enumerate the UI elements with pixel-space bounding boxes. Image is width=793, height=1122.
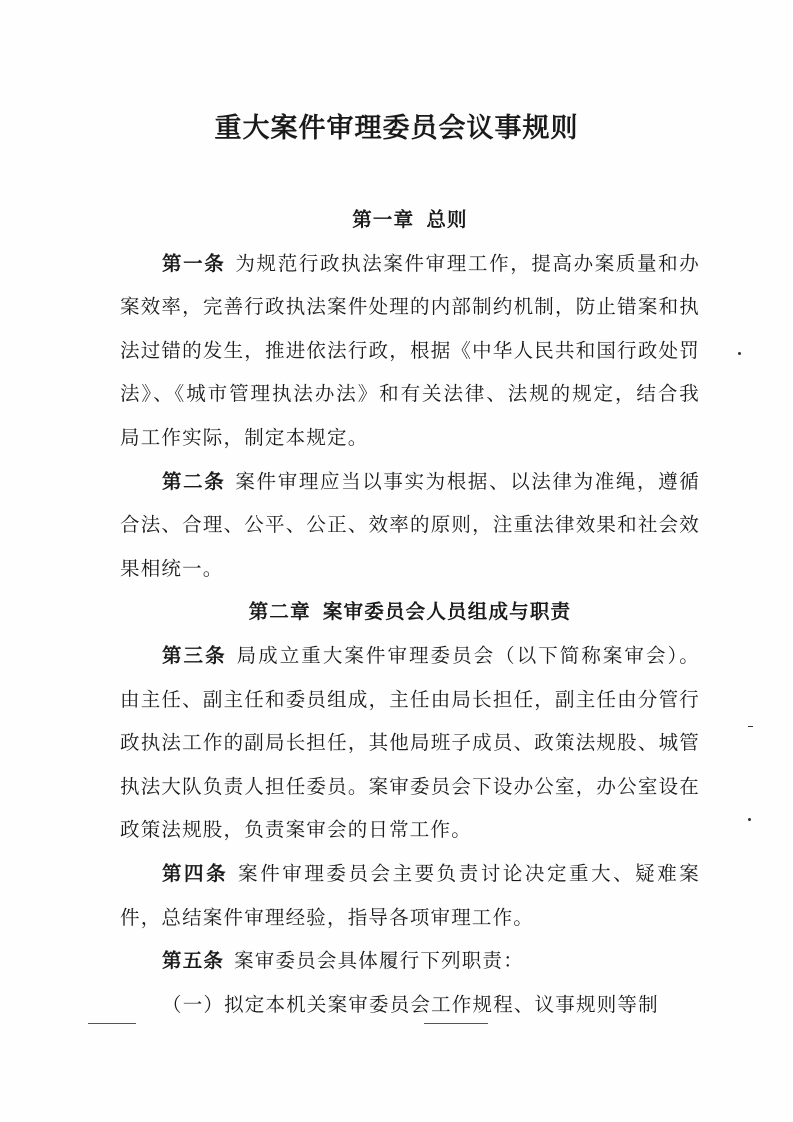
article-2 <box>120 460 700 591</box>
article-1 <box>120 242 700 460</box>
article-label: 第三条 <box>162 643 227 667</box>
scan-dot <box>748 726 753 727</box>
article-text: 局成立重大案件审理委员会（以下简称案审会）。由主任、副主任和委员组成，主任由局长担任，副主任由分管行政执法工作的副局长担任，其他局班子成员、政策法规股、城管执法大队负责人担任委员。案审委员会下设办公室，办公室设在政策法规股，负责案审会的日常工作。 <box>120 643 700 842</box>
article-text: 案件审理应当以事实为根据、以法律为准绳，遵循合法、合理、公平、公正、效率的原则，注重法律效果和社会效果相统一。 <box>120 469 700 580</box>
article-3 <box>120 634 700 852</box>
article-label: 第一条 <box>162 251 226 275</box>
document-body <box>120 198 700 1026</box>
footer-line-right <box>424 1023 488 1024</box>
chapter-title: 总则 <box>426 208 468 231</box>
scan-dot <box>738 352 741 355</box>
chapter-title: 案审委员会人员组成与职责 <box>322 600 572 624</box>
list-item: （一）拟定本机关案审委员会工作规程、议事规则等制 <box>162 992 659 1016</box>
article-5 <box>120 939 700 983</box>
chapter-number: 第二章 <box>248 600 311 624</box>
article-text: 案审委员会具体履行下列职责： <box>234 949 524 973</box>
chapter-heading-1 <box>120 198 700 242</box>
article-label: 第四条 <box>162 861 229 885</box>
footer-line-left <box>88 1023 136 1024</box>
document-title: 重大案件审理委员会议事规则 <box>214 113 579 144</box>
article-text: 案件审理委员会主要负责讨论决定重大、疑难案件，总结案件审理经验，指导各项审理工作。 <box>120 861 700 929</box>
article-label: 第二条 <box>162 469 226 493</box>
article-4 <box>120 852 700 939</box>
article-text: 为规范行政执法案件审理工作，提高办案质量和办案效率，完善行政执法案件处理的内部制约机制，防止错案和执法过错的发生，推进依法行政，根据《中华人民共和国行政处罚法》、《城市管理执法办法》和有关法律、法规的规定，结合我局工作实际，制定本规定。 <box>120 251 700 449</box>
chapter-number: 第一章 <box>352 208 415 231</box>
scan-dot <box>748 818 751 821</box>
article-label: 第五条 <box>162 949 225 973</box>
chapter-heading-2 <box>120 590 700 634</box>
